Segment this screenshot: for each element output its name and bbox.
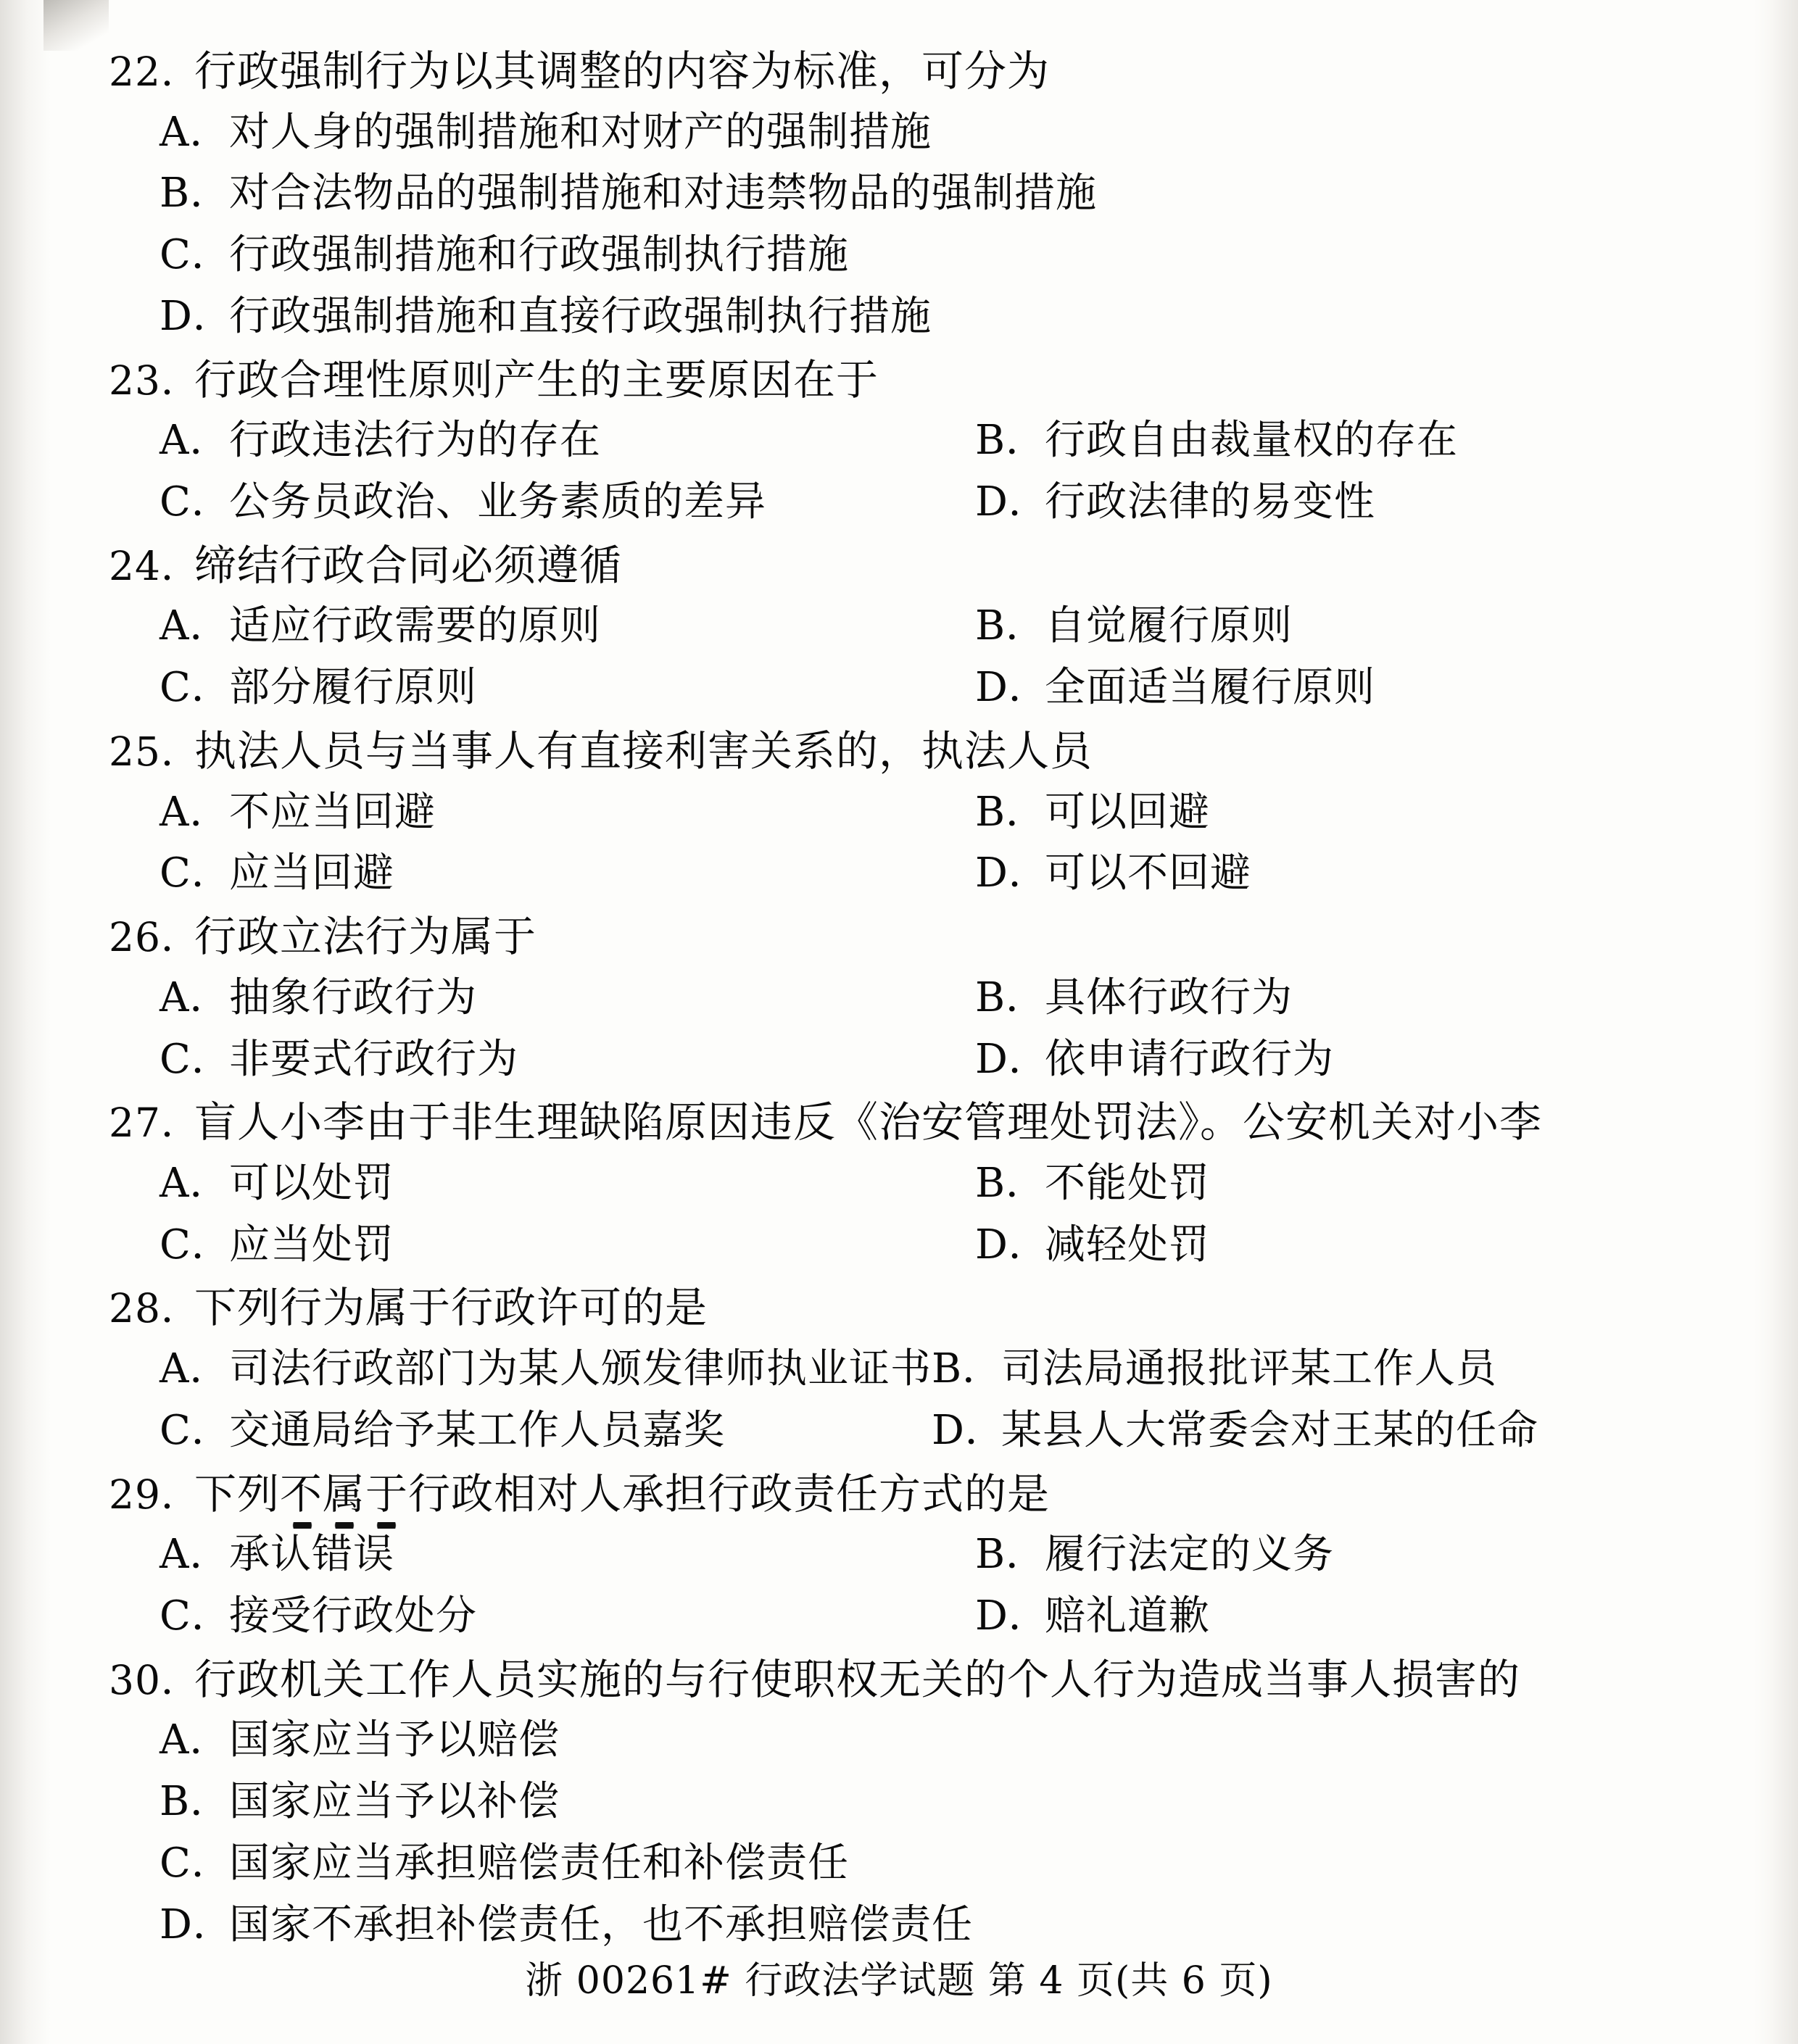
option-row: [109, 1714, 1704, 1767]
option-text: 某县人大常委会对王某的任命: [1001, 1406, 1538, 1454]
option-row: [109, 847, 1704, 900]
stem-part-after: 行政相对人承担行政责任方式的是: [408, 1468, 1051, 1519]
option-letter: A．: [160, 1345, 231, 1392]
option-b[interactable]: [109, 1776, 1704, 1829]
option-letter: D．: [975, 478, 1050, 526]
option-row: [109, 1837, 1704, 1890]
option-list: [109, 415, 1704, 529]
option-text: 赔礼道歉: [1045, 1592, 1210, 1640]
scan-edge-right: [1754, 0, 1798, 2044]
option-d[interactable]: [975, 662, 1704, 715]
option-a[interactable]: [109, 107, 1704, 159]
question-number: 28．: [109, 1285, 202, 1332]
option-letter: D．: [975, 1592, 1050, 1640]
option-a[interactable]: [109, 786, 975, 839]
option-a[interactable]: [109, 1343, 932, 1396]
option-text: 行政违法行为的存在: [229, 417, 601, 465]
question-stem: [109, 909, 1704, 965]
option-a[interactable]: [109, 972, 975, 1025]
option-b[interactable]: [932, 1343, 1704, 1396]
option-c[interactable]: [109, 1405, 932, 1458]
option-text: 司法行政部门为某人颁发律师执业证书: [229, 1345, 932, 1392]
option-text: 国家应当予以赔偿: [229, 1716, 560, 1764]
option-letter: D．: [160, 292, 234, 340]
option-letter: A．: [160, 1531, 231, 1579]
option-text: 适应行政需要的原则: [229, 602, 601, 650]
option-letter: C．: [160, 1035, 233, 1083]
question-number: 24．: [109, 542, 202, 589]
question-stem: [109, 723, 1704, 779]
option-text: 应当处罚: [229, 1221, 394, 1268]
question-text: 下列行为属于行政许可的是: [194, 1283, 708, 1333]
option-b[interactable]: [975, 786, 1704, 839]
option-letter: C．: [160, 849, 233, 897]
option-text: 公务员政治、业务素质的差异: [229, 478, 766, 526]
option-text: 全面适当履行原则: [1045, 664, 1375, 712]
option-b[interactable]: [975, 972, 1704, 1025]
option-row: [109, 972, 1704, 1025]
option-letter: C．: [160, 478, 233, 526]
option-row: [109, 229, 1704, 282]
question-text: 行政立法行为属于: [194, 912, 537, 962]
question-text: 行政机关工作人员实施的与行使职权无关的个人行为造成当事人损害的: [194, 1654, 1521, 1704]
scan-edge-left: [0, 0, 51, 2044]
option-c[interactable]: [109, 1219, 975, 1272]
question-stem: [109, 1466, 1704, 1522]
option-letter: B．: [975, 788, 1048, 836]
option-row: [109, 1158, 1704, 1210]
option-b[interactable]: [109, 167, 1704, 220]
option-text: 不能处罚: [1045, 1159, 1210, 1207]
option-letter: D．: [975, 849, 1050, 897]
option-text: 部分履行原则: [229, 664, 477, 712]
option-letter: A．: [160, 417, 231, 465]
option-a[interactable]: [109, 1714, 1704, 1767]
question-stem: [109, 43, 1704, 99]
question-text: 缔结行政合同必须遵循: [194, 540, 623, 590]
option-row: [109, 415, 1704, 468]
question-number: 23．: [109, 357, 202, 404]
option-text: 履行法定的义务: [1045, 1531, 1334, 1579]
option-list: [109, 1714, 1704, 1951]
question-30: [109, 1652, 1704, 1952]
option-letter: B．: [932, 1345, 1004, 1392]
question-number: 22．: [109, 49, 202, 95]
option-text: 应当回避: [229, 849, 394, 897]
option-text: 承认错误: [229, 1531, 394, 1579]
option-letter: D．: [975, 664, 1050, 712]
option-a[interactable]: [109, 600, 975, 653]
option-d[interactable]: [975, 847, 1704, 900]
option-letter: B．: [975, 1531, 1048, 1579]
question-stem: [109, 538, 1704, 594]
option-row: [109, 291, 1704, 344]
option-row: [109, 1343, 1704, 1396]
option-letter: C．: [160, 664, 233, 712]
question-number: 29．: [109, 1471, 202, 1518]
question-29: [109, 1466, 1704, 1643]
option-text: 不应当回避: [229, 788, 436, 836]
option-list: [109, 786, 1704, 901]
option-row: [109, 167, 1704, 220]
question-25: [109, 723, 1704, 900]
option-letter: B．: [160, 1778, 232, 1826]
option-d[interactable]: [975, 476, 1704, 529]
option-c[interactable]: [109, 662, 975, 715]
option-row: [109, 476, 1704, 529]
option-text: 可以处罚: [229, 1159, 394, 1207]
option-row: [109, 600, 1704, 653]
option-row: [109, 786, 1704, 839]
option-c[interactable]: [109, 1837, 1704, 1890]
option-row: [109, 1899, 1704, 1952]
option-text: 对合法物品的强制措施和对违禁物品的强制措施: [229, 170, 1097, 217]
option-row: [109, 1034, 1704, 1087]
option-d[interactable]: [975, 1590, 1704, 1643]
option-row: [109, 1405, 1704, 1458]
option-row: [109, 1776, 1704, 1829]
question-stem: [109, 1652, 1704, 1708]
option-c[interactable]: [109, 847, 975, 900]
option-row: [109, 107, 1704, 159]
option-text: 行政强制措施和行政强制执行措施: [229, 231, 849, 279]
question-stem: [109, 352, 1704, 408]
option-letter: C．: [160, 231, 233, 279]
option-letter: A．: [160, 602, 231, 650]
option-letter: B．: [975, 417, 1048, 465]
option-letter: C．: [160, 1592, 233, 1640]
option-a[interactable]: [109, 415, 975, 468]
option-letter: A．: [160, 1159, 231, 1207]
question-27: [109, 1094, 1704, 1271]
option-d[interactable]: [109, 291, 1704, 344]
option-letter: B．: [160, 170, 232, 217]
option-letter: C．: [160, 1839, 233, 1887]
option-text: 国家应当承担赔偿责任和补偿责任: [229, 1839, 849, 1887]
option-letter: D．: [932, 1406, 1006, 1454]
option-row: [109, 1219, 1704, 1272]
option-text: 非要式行政行为: [229, 1035, 518, 1083]
option-c[interactable]: [109, 1590, 975, 1643]
option-text: 接受行政处分: [229, 1592, 477, 1640]
option-letter: B．: [975, 973, 1048, 1021]
option-b[interactable]: [975, 415, 1704, 468]
option-letter: A．: [160, 973, 231, 1021]
question-28: [109, 1280, 1704, 1457]
option-text: 自觉履行原则: [1045, 602, 1293, 650]
option-row: [109, 1529, 1704, 1582]
option-text: 国家不承担补偿责任，也不承担赔偿责任: [229, 1900, 973, 1948]
option-letter: D．: [975, 1035, 1050, 1083]
option-text: 对人身的强制措施和对财产的强制措施: [229, 108, 932, 156]
question-stem: [109, 1094, 1704, 1150]
option-row: [109, 1590, 1704, 1643]
option-letter: A．: [160, 788, 231, 836]
option-d[interactable]: [932, 1405, 1704, 1458]
option-b[interactable]: [975, 1158, 1704, 1210]
option-letter: C．: [160, 1221, 233, 1268]
question-22: [109, 43, 1704, 344]
option-list: [109, 1529, 1704, 1643]
option-text: 可以不回避: [1045, 849, 1251, 897]
page-footer: 浙 00261# 行政法学试题 第 4 页(共 6 页): [525, 1959, 1273, 2003]
question-text: 行政强制行为以其调整的内容为标准，可分为: [194, 46, 1051, 96]
question-stem: [109, 1280, 1704, 1336]
question-text: 行政合理性原则产生的主要原因在于: [194, 354, 879, 404]
option-letter: A．: [160, 1716, 231, 1764]
option-letter: B．: [975, 1159, 1048, 1207]
option-a[interactable]: [109, 1529, 975, 1582]
option-list: [109, 972, 1704, 1087]
option-list: [109, 1158, 1704, 1272]
option-letter: D．: [160, 1900, 234, 1948]
option-letter: C．: [160, 1406, 233, 1454]
option-c[interactable]: [109, 476, 975, 529]
option-text: 抽象行政行为: [229, 973, 477, 1021]
option-b[interactable]: [975, 1529, 1704, 1582]
option-text: 依申请行政行为: [1045, 1035, 1334, 1083]
option-b[interactable]: [975, 600, 1704, 653]
scan-corner-artifact: [44, 0, 109, 51]
option-text: 减轻处罚: [1045, 1221, 1210, 1268]
questions-container: [109, 43, 1704, 1960]
option-text: 可以回避: [1045, 788, 1210, 836]
question-23: [109, 352, 1704, 529]
option-letter: A．: [160, 108, 231, 156]
option-text: 行政自由裁量权的存在: [1045, 417, 1458, 465]
option-c[interactable]: [109, 229, 1704, 282]
option-row: [109, 662, 1704, 715]
option-a[interactable]: [109, 1158, 975, 1210]
option-list: [109, 1343, 1704, 1458]
question-text: [194, 1466, 1704, 1522]
option-d[interactable]: [975, 1034, 1704, 1087]
option-text: 具体行政行为: [1045, 973, 1293, 1021]
option-text: 行政法律的易变性: [1045, 478, 1375, 526]
option-list: [109, 107, 1704, 344]
option-letter: B．: [975, 602, 1048, 650]
option-list: [109, 600, 1704, 715]
option-text: 国家应当予以补偿: [229, 1778, 560, 1826]
question-number: 26．: [109, 914, 202, 961]
question-text: 执法人员与当事人有直接利害关系的，执法人员: [194, 726, 1093, 776]
option-d[interactable]: [975, 1219, 1704, 1272]
option-text: 行政强制措施和直接行政强制执行措施: [229, 292, 932, 340]
question-number: 30．: [109, 1656, 202, 1703]
option-text: 司法局通报批评某工作人员: [1001, 1345, 1497, 1392]
question-number: 25．: [109, 728, 202, 776]
question-24: [109, 538, 1704, 715]
option-c[interactable]: [109, 1034, 975, 1087]
stem-emphasis: 不属于: [280, 1468, 409, 1519]
question-26: [109, 909, 1704, 1086]
option-text: 交通局给予某工作人员嘉奖: [229, 1406, 725, 1454]
question-text: 盲人小李由于非生理缺陷原因违反《治安管理处罚法》。公安机关对小李: [194, 1097, 1543, 1147]
question-number: 27．: [109, 1100, 202, 1147]
option-letter: D．: [975, 1221, 1050, 1268]
option-d[interactable]: [109, 1899, 1704, 1952]
stem-part-before: 下列: [194, 1468, 281, 1519]
